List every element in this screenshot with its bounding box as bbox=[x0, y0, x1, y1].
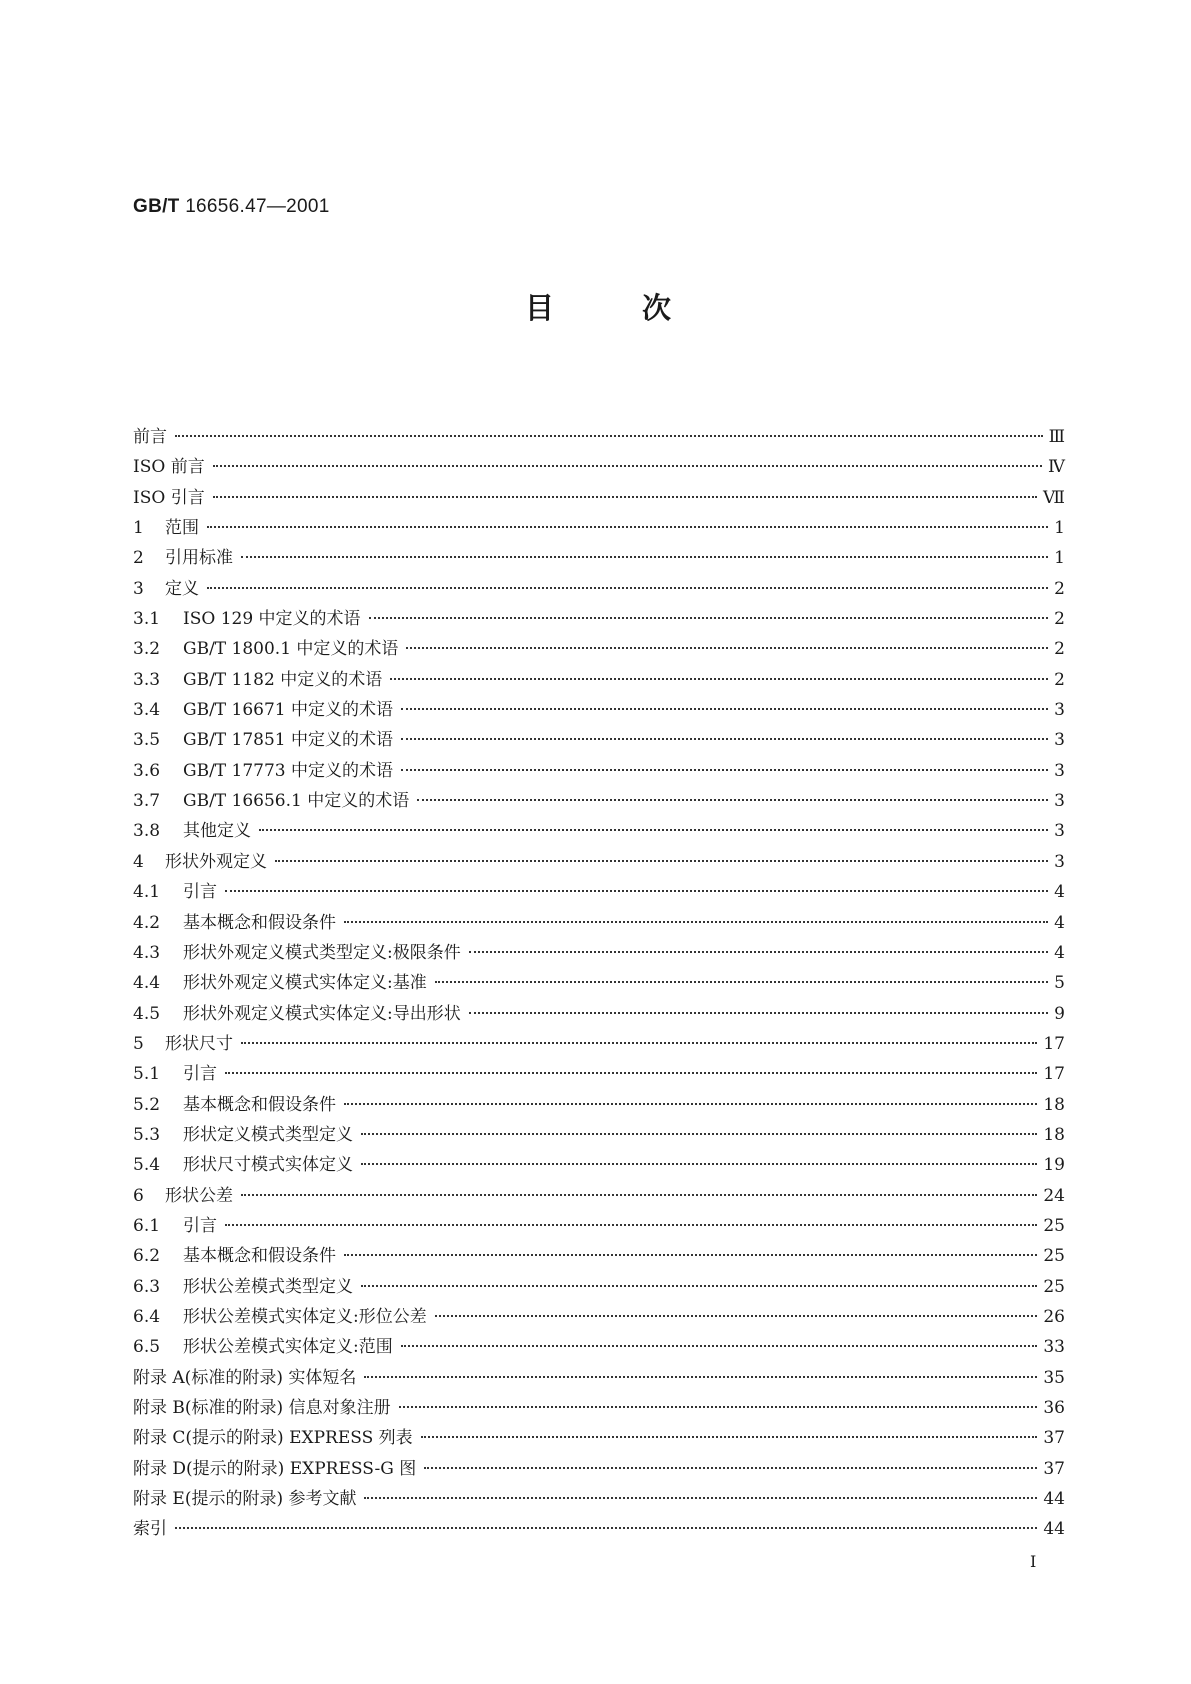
toc-dot-leader bbox=[241, 1042, 1037, 1044]
toc-entry-label: 前言 bbox=[133, 427, 167, 447]
toc-dot-leader bbox=[225, 1224, 1037, 1226]
toc-entry-label: ISO 129 中定义的术语 bbox=[183, 609, 361, 630]
toc-entry[interactable] bbox=[133, 1059, 1065, 1089]
toc-entry[interactable] bbox=[133, 1272, 1065, 1302]
toc-entry-page: 25 bbox=[1043, 1276, 1065, 1297]
toc-entry-label: 引用标准 bbox=[165, 548, 233, 569]
toc-dot-leader bbox=[401, 1345, 1038, 1347]
toc-dot-leader bbox=[435, 1315, 1038, 1317]
toc-entry-page: 44 bbox=[1043, 1519, 1065, 1540]
toc-entry[interactable] bbox=[133, 786, 1065, 816]
toc-entry-page: 24 bbox=[1043, 1185, 1065, 1206]
toc-entry[interactable] bbox=[133, 1211, 1065, 1241]
toc-entry-label: 基本概念和假设条件 bbox=[183, 1094, 336, 1115]
page-number: I bbox=[1030, 1552, 1037, 1571]
page-title-char-1: 目 bbox=[525, 291, 555, 325]
toc-entry-number: 5.3 bbox=[133, 1124, 161, 1145]
toc-entry-label: 附录 E(提示的附录) 参考文献 bbox=[133, 1489, 357, 1510]
toc-entry-page: 19 bbox=[1043, 1155, 1065, 1176]
toc-entry-number: 6.1 bbox=[133, 1215, 161, 1236]
toc-entry-number: 5 bbox=[133, 1033, 144, 1054]
toc-entry-number: 3.2 bbox=[133, 639, 161, 660]
toc-entry-page: 4 bbox=[1054, 882, 1065, 903]
toc-entry-label: 定义 bbox=[165, 578, 199, 599]
toc-entry-page: 33 bbox=[1043, 1337, 1065, 1358]
toc-dot-leader bbox=[241, 1194, 1037, 1196]
toc-entry-number: 4.2 bbox=[133, 912, 161, 933]
toc-entry-label: 索引 bbox=[133, 1519, 167, 1540]
toc-entry-number: 4.3 bbox=[133, 942, 161, 963]
toc-dot-leader bbox=[364, 1497, 1037, 1499]
toc-entry-page: 25 bbox=[1043, 1215, 1065, 1236]
toc-entry-page: 4 bbox=[1054, 912, 1065, 933]
toc-entry-label: GB/T 1800.1 中定义的术语 bbox=[183, 639, 399, 660]
toc-entry[interactable] bbox=[133, 543, 1065, 573]
toc-entry-label: 形状公差模式实体定义:形位公差 bbox=[183, 1306, 427, 1327]
document-code-prefix: GB/T bbox=[133, 196, 180, 217]
toc-entry[interactable] bbox=[133, 1302, 1065, 1332]
toc-entry[interactable] bbox=[133, 877, 1065, 907]
toc-entry-label: GB/T 16656.1 中定义的术语 bbox=[183, 791, 410, 812]
toc-entry-page: 17 bbox=[1043, 1064, 1065, 1085]
toc-entry-number: 5.1 bbox=[133, 1064, 161, 1085]
toc-entry[interactable] bbox=[133, 938, 1065, 968]
toc-entry[interactable] bbox=[133, 604, 1065, 634]
toc-entry[interactable] bbox=[133, 968, 1065, 998]
toc-entry[interactable] bbox=[133, 999, 1065, 1029]
toc-entry-number: 5.2 bbox=[133, 1094, 161, 1115]
toc-entry-label: ISO 前言 bbox=[133, 457, 205, 478]
toc-entry-label: 形状定义模式类型定义 bbox=[183, 1124, 353, 1145]
toc-entry[interactable] bbox=[133, 1332, 1065, 1362]
toc-entry-number: 3.5 bbox=[133, 730, 161, 751]
toc-entry-page: 1 bbox=[1054, 518, 1065, 539]
toc-entry-number: 3 bbox=[133, 578, 144, 599]
toc-dot-leader bbox=[225, 1072, 1037, 1074]
toc-dot-leader bbox=[275, 860, 1048, 862]
toc-entry-label: GB/T 17773 中定义的术语 bbox=[183, 760, 394, 781]
toc-entry-number: 3.3 bbox=[133, 669, 161, 690]
table-of-contents bbox=[133, 422, 1065, 1545]
toc-entry[interactable] bbox=[133, 422, 1065, 452]
toc-entry[interactable] bbox=[133, 1393, 1065, 1423]
toc-entry-number: 3.4 bbox=[133, 700, 161, 721]
toc-entry[interactable] bbox=[133, 1484, 1065, 1514]
toc-entry-label: 附录 B(标准的附录) 信息对象注册 bbox=[133, 1398, 391, 1418]
toc-dot-leader bbox=[401, 708, 1048, 710]
document-code bbox=[133, 196, 330, 218]
toc-entry-label: 形状外观定义模式实体定义:导出形状 bbox=[183, 1003, 461, 1024]
toc-dot-leader bbox=[406, 647, 1048, 649]
toc-entry[interactable] bbox=[133, 756, 1065, 786]
toc-dot-leader bbox=[344, 921, 1048, 923]
page-title bbox=[525, 286, 671, 327]
toc-entry-number: 4.5 bbox=[133, 1003, 161, 1024]
toc-entry-label: GB/T 16671 中定义的术语 bbox=[183, 700, 394, 721]
toc-entry-page: 36 bbox=[1043, 1398, 1065, 1418]
toc-entry-number: 1 bbox=[133, 518, 144, 539]
toc-entry-label: 形状尺寸 bbox=[165, 1033, 233, 1054]
toc-entry-page: 1 bbox=[1054, 548, 1065, 569]
toc-entry-page: 2 bbox=[1054, 669, 1065, 690]
toc-entry-page: Ⅳ bbox=[1048, 457, 1065, 478]
toc-entry-page: 2 bbox=[1054, 578, 1065, 599]
toc-entry[interactable] bbox=[133, 1454, 1065, 1484]
toc-entry[interactable] bbox=[133, 816, 1065, 846]
toc-entry-page: 5 bbox=[1054, 973, 1065, 994]
toc-entry-label: 形状外观定义模式实体定义:基准 bbox=[183, 973, 427, 994]
toc-entry[interactable] bbox=[133, 1150, 1065, 1180]
toc-entry-page: Ⅲ bbox=[1048, 427, 1065, 447]
toc-entry-label: 形状尺寸模式实体定义 bbox=[183, 1155, 353, 1176]
toc-entry-label: 引言 bbox=[183, 1064, 217, 1085]
toc-entry-page: 3 bbox=[1054, 821, 1065, 842]
toc-dot-leader bbox=[241, 556, 1048, 558]
toc-dot-leader bbox=[207, 526, 1048, 528]
toc-dot-leader bbox=[207, 587, 1048, 589]
toc-entry-label: 范围 bbox=[165, 518, 199, 539]
toc-entry-number: 6.3 bbox=[133, 1276, 161, 1297]
toc-entry-label: 其他定义 bbox=[183, 821, 251, 842]
toc-entry[interactable] bbox=[133, 1363, 1065, 1393]
toc-dot-leader bbox=[175, 435, 1043, 437]
toc-entry-page: Ⅶ bbox=[1043, 487, 1065, 508]
toc-dot-leader bbox=[361, 1163, 1037, 1165]
toc-entry-number: 6 bbox=[133, 1185, 144, 1206]
toc-dot-leader bbox=[213, 465, 1042, 467]
toc-dot-leader bbox=[369, 617, 1049, 619]
toc-entry-page: 26 bbox=[1043, 1306, 1065, 1327]
toc-entry[interactable] bbox=[133, 665, 1065, 695]
toc-entry-page: 4 bbox=[1054, 942, 1065, 963]
toc-entry-label: GB/T 17851 中定义的术语 bbox=[183, 730, 394, 751]
toc-entry-label: 形状外观定义 bbox=[165, 851, 267, 872]
page-title-char-2: 次 bbox=[642, 291, 672, 325]
toc-entry[interactable] bbox=[133, 1120, 1065, 1150]
toc-dot-leader bbox=[401, 738, 1048, 740]
toc-entry-label: 形状公差 bbox=[165, 1185, 233, 1206]
toc-dot-leader bbox=[399, 1406, 1038, 1408]
toc-dot-leader bbox=[344, 1103, 1037, 1105]
toc-entry-label: 附录 D(提示的附录) EXPRESS-G 图 bbox=[133, 1458, 417, 1479]
toc-entry-page: 3 bbox=[1054, 700, 1065, 721]
toc-entry[interactable] bbox=[133, 1423, 1065, 1453]
toc-entry[interactable] bbox=[133, 1514, 1065, 1544]
toc-entry-page: 37 bbox=[1043, 1458, 1065, 1479]
toc-entry-page: 37 bbox=[1043, 1428, 1065, 1449]
toc-entry-page: 2 bbox=[1054, 639, 1065, 660]
toc-entry-page: 17 bbox=[1043, 1033, 1065, 1054]
toc-entry-page: 3 bbox=[1054, 791, 1065, 812]
toc-entry[interactable] bbox=[133, 1241, 1065, 1271]
toc-entry-number: 6.5 bbox=[133, 1337, 161, 1358]
toc-dot-leader bbox=[213, 496, 1037, 498]
toc-entry-number: 4.1 bbox=[133, 882, 161, 903]
toc-entry-number: 6.4 bbox=[133, 1306, 161, 1327]
toc-entry-page: 3 bbox=[1054, 760, 1065, 781]
toc-entry[interactable] bbox=[133, 1029, 1065, 1059]
toc-dot-leader bbox=[469, 1012, 1048, 1014]
toc-dot-leader bbox=[344, 1254, 1037, 1256]
toc-entry-number: 4 bbox=[133, 851, 144, 872]
toc-entry-number: 3.8 bbox=[133, 821, 161, 842]
toc-entry-label: GB/T 1182 中定义的术语 bbox=[183, 669, 383, 690]
toc-entry-number: 4.4 bbox=[133, 973, 161, 994]
toc-entry-label: 附录 C(提示的附录) EXPRESS 列表 bbox=[133, 1428, 413, 1449]
toc-entry-number: 3.1 bbox=[133, 609, 161, 630]
toc-entry-number: 2 bbox=[133, 548, 144, 569]
toc-dot-leader bbox=[435, 981, 1048, 983]
toc-entry-page: 9 bbox=[1054, 1003, 1065, 1024]
toc-dot-leader bbox=[421, 1436, 1038, 1438]
toc-entry-page: 18 bbox=[1043, 1124, 1065, 1145]
toc-entry-label: 形状公差模式类型定义 bbox=[183, 1276, 353, 1297]
toc-entry[interactable] bbox=[133, 1181, 1065, 1211]
toc-entry[interactable] bbox=[133, 725, 1065, 755]
toc-entry-page: 44 bbox=[1043, 1489, 1065, 1510]
toc-entry-label: 形状外观定义模式类型定义:极限条件 bbox=[183, 942, 461, 963]
toc-dot-leader bbox=[259, 829, 1048, 831]
toc-entry-page: 18 bbox=[1043, 1094, 1065, 1115]
toc-entry[interactable] bbox=[133, 452, 1065, 482]
toc-entry-page: 3 bbox=[1054, 851, 1065, 872]
toc-entry[interactable] bbox=[133, 1090, 1065, 1120]
toc-dot-leader bbox=[364, 1376, 1037, 1378]
toc-entry-label: 基本概念和假设条件 bbox=[183, 1246, 336, 1267]
toc-dot-leader bbox=[175, 1527, 1037, 1529]
toc-entry-page: 25 bbox=[1043, 1246, 1065, 1267]
toc-entry[interactable] bbox=[133, 513, 1065, 543]
toc-entry-page: 2 bbox=[1054, 609, 1065, 630]
toc-entry-label: ISO 引言 bbox=[133, 487, 205, 508]
toc-entry-label: 附录 A(标准的附录) 实体短名 bbox=[133, 1367, 357, 1388]
toc-entry-label: 基本概念和假设条件 bbox=[183, 912, 336, 933]
toc-entry-label: 引言 bbox=[183, 882, 217, 903]
toc-entry[interactable] bbox=[133, 847, 1065, 877]
toc-dot-leader bbox=[225, 890, 1048, 892]
toc-entry-label: 形状公差模式实体定义:范围 bbox=[183, 1337, 393, 1358]
toc-dot-leader bbox=[361, 1285, 1037, 1287]
toc-entry[interactable] bbox=[133, 574, 1065, 604]
toc-entry[interactable] bbox=[133, 634, 1065, 664]
toc-dot-leader bbox=[361, 1133, 1037, 1135]
toc-entry-number: 3.7 bbox=[133, 791, 161, 812]
toc-entry[interactable] bbox=[133, 483, 1065, 513]
toc-entry-page: 3 bbox=[1054, 730, 1065, 751]
document-code-number: 16656.47—2001 bbox=[185, 196, 330, 217]
toc-entry-page: 35 bbox=[1043, 1367, 1065, 1388]
toc-dot-leader bbox=[390, 678, 1048, 680]
toc-dot-leader bbox=[401, 769, 1048, 771]
toc-dot-leader bbox=[469, 951, 1048, 953]
toc-entry-number: 6.2 bbox=[133, 1246, 161, 1267]
toc-dot-leader bbox=[424, 1467, 1037, 1469]
toc-entry-number: 3.6 bbox=[133, 760, 161, 781]
toc-entry-number: 5.4 bbox=[133, 1155, 161, 1176]
toc-entry[interactable] bbox=[133, 908, 1065, 938]
toc-entry[interactable] bbox=[133, 695, 1065, 725]
toc-dot-leader bbox=[417, 799, 1048, 801]
toc-entry-label: 引言 bbox=[183, 1215, 217, 1236]
